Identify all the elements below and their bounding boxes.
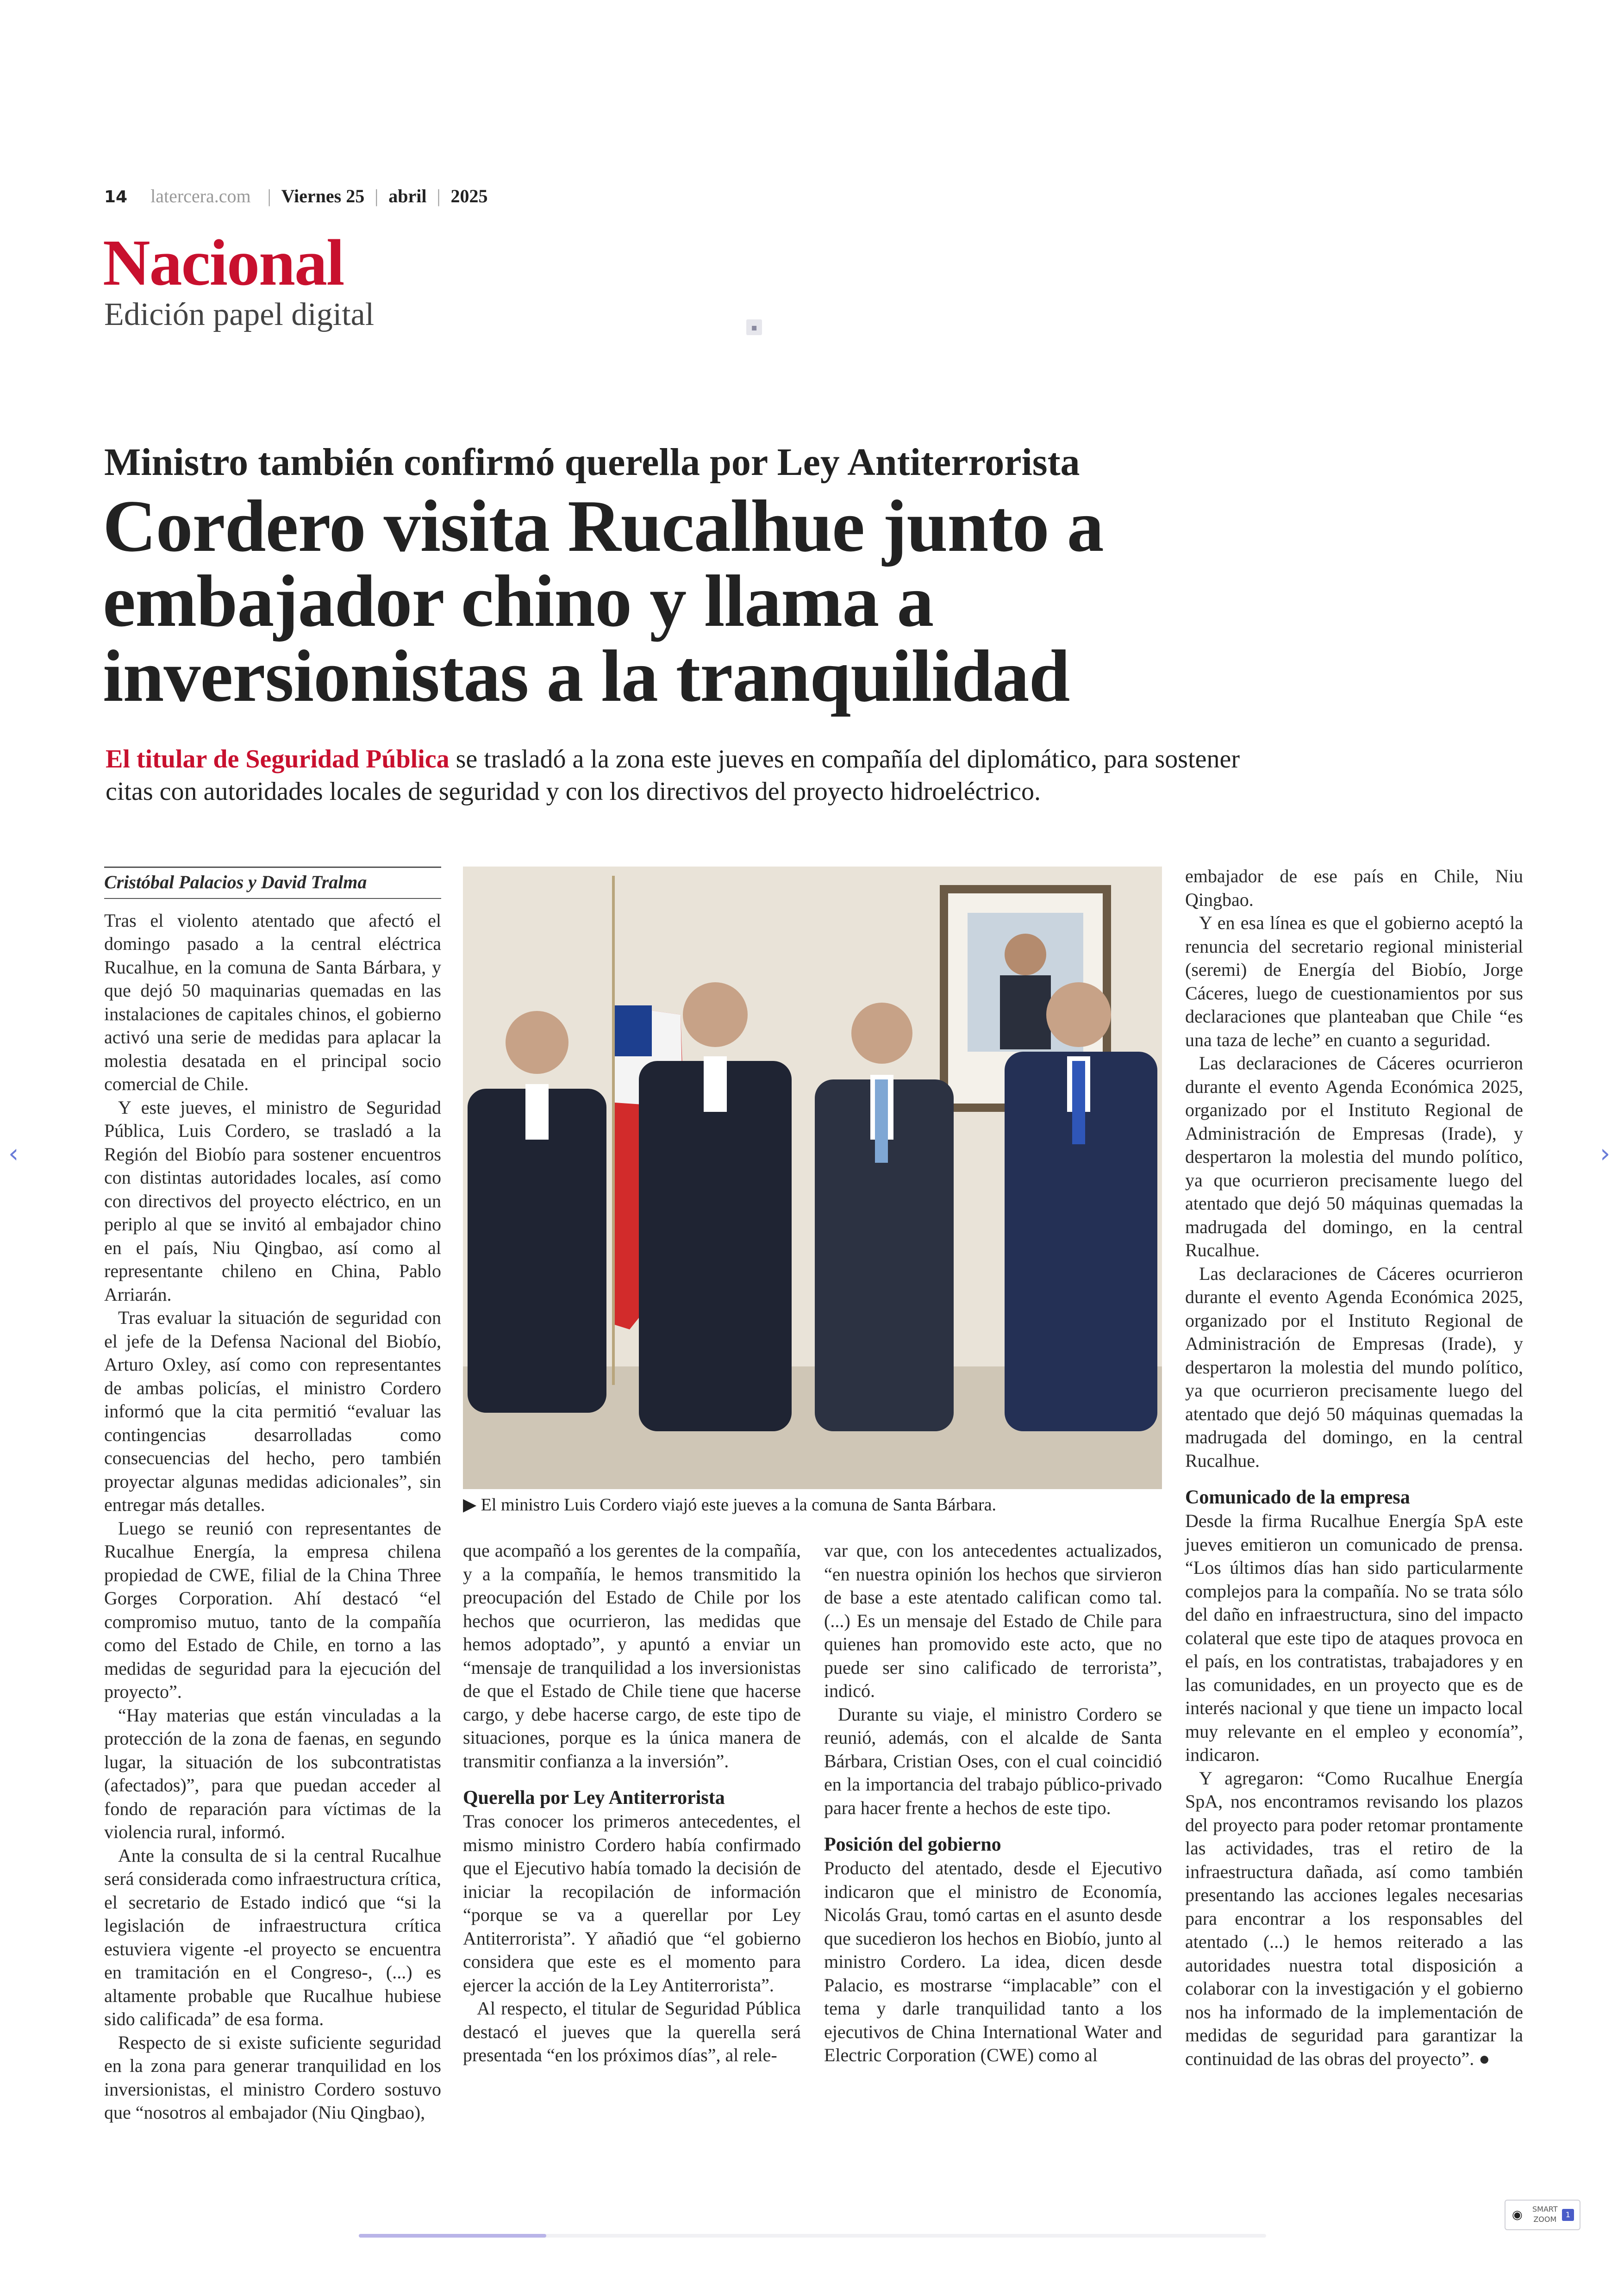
article-standfirst	[106, 743, 1263, 808]
image-placeholder-icon: ▪	[746, 319, 762, 335]
article-headline: Cordero visita Rucalhue junto a embajador chino y llama a inversionistas a la tranquilidad	[103, 485, 1104, 717]
byline: Cristóbal Palacios y David Tralma	[104, 867, 441, 899]
article-column-3	[824, 1539, 1162, 2067]
photo-illustration	[463, 867, 1162, 1489]
paragraph: Y en esa línea es que el gobierno aceptó la renuncia del secretario regional ministerial (seremi) de Energía del Biobío, Jorge Cáceres, luego de cuestionamientos por sus declaraciones que planteaban que Chile “es una taza de leche” en cuanto a seguridad.	[1185, 912, 1523, 1050]
paragraph: Tras el violento atentado que afectó el domingo pasado a la central eléctrica Rucalhue, en la comuna de Santa Bárbara, y que dejó 50 maquinarias quemadas en las instalaciones de capitales chinos, el gobierno activó una serie de medidas para aplacar la molestia desatada en el principal socio comercial de Chile.	[104, 910, 441, 1094]
site-name: latercera.com	[150, 186, 251, 206]
subheading: Querella por Ley Antiterrorista	[463, 1787, 725, 1809]
article-kicker: Ministro también confirmó querella por Ley Antiterrorista	[104, 441, 1080, 484]
header-separator: |	[375, 186, 379, 206]
next-page-button[interactable]	[1600, 1139, 1610, 1169]
smart-zoom-button[interactable]	[1505, 2200, 1580, 2230]
paragraph: Ante la consulta de si la central Rucalhue será considerada como infraestructura crítica, el secretario de Estado indicó que “si la legislación de infraestructura crítica estuviera vigente -el proyecto se encuentra en tramitación en el Congreso-, (...) es altamente probable que Rucalhue hubiese sido calificada” de esa forma.	[104, 1845, 441, 2029]
page-number: 14	[104, 187, 128, 206]
standfirst-lead: El titular de Seguridad Pública	[106, 745, 450, 773]
eye-icon: ◉	[1512, 2208, 1523, 2222]
subheading: Comunicado de la empresa	[1185, 1487, 1410, 1508]
paragraph: var que, con los antecedentes actualizados, “en nuestra opinión los hechos que sirvieron de base a este atentado califican como tal. (...) Es un mensaje del Estado de Chile para quienes han promovido este acto, que no puede ser sino calificado de terrorista”, indicó.	[824, 1540, 1162, 1701]
paragraph: Tras conocer los primeros antecedentes, el mismo ministro Cordero había confirmado que el Ejecutivo había tomado la decisión de iniciar la recopilación de información “porque se va a querellar por Ley Antiterrorista”. Y añadió que “el gobierno considera que este es el momento para ejercer la acción de la Ley Antiterrorista”.	[463, 1811, 801, 1996]
smart-zoom-count: 1	[1562, 2209, 1574, 2221]
chevron-right-icon: ›	[1600, 1139, 1611, 1169]
paragraph: embajador de ese país en Chile, Niu Qingbao.	[1185, 866, 1523, 910]
article-column-1	[104, 867, 441, 2125]
standfirst-text: se trasladó a la zona este jueves en compañía del diplomático, para sostener citas con autoridades locales de seguridad y con los directivos del proyecto hidroeléctrico.	[106, 745, 1240, 806]
smart-zoom-label: SMART ZOOM	[1532, 2205, 1558, 2224]
page-scrollbar-thumb[interactable]	[359, 2234, 546, 2238]
header-separator: |	[267, 186, 271, 206]
header-separator: |	[437, 186, 441, 206]
paragraph: Las declaraciones de Cáceres ocurrieron durante el evento Agenda Económica 2025, organizado por el Instituto Regional de Administración de Empresas (Irade), y despertaron la molestia del mundo político, ya que ocurrieron precisamente luego del atentado que dejó 50 máquinas quemadas la madrugada del domingo, en la central Rucalhue.	[1185, 1263, 1523, 1471]
paragraph: Las declaraciones de Cáceres ocurrieron durante el evento Agenda Económica 2025, organizado por el Instituto Regional de Administración de Empresas (Irade), y despertaron la molestia del mundo político, ya que ocurrieron precisamente luego del atentado que dejó 50 máquinas quemadas la madrugada del domingo, en la central Rucalhue.	[1185, 1053, 1523, 1260]
article-photo	[463, 867, 1162, 1489]
paragraph: Al respecto, el titular de Seguridad Pública destacó el jueves que la querella será presentada “en los próximos días”, al rele-	[463, 1998, 801, 2065]
subheading: Posición del gobierno	[824, 1834, 1001, 1855]
page-header	[104, 185, 488, 207]
previous-page-button[interactable]	[8, 1139, 19, 1169]
paragraph: Tras evaluar la situación de seguridad con el jefe de la Defensa Nacional del Biobío, Arturo Oxley, así como con representantes de ambas policías, el ministro Cordero informó que la cita permitió “evaluar las contingencias desarrolladas como consecuencias del hecho, pero también proyectar algunas medidas adicionales”, sin entregar más detalles.	[104, 1307, 441, 1515]
paragraph: Producto del atentado, desde el Ejecutivo indicaron que el ministro de Economía, Nicolás Grau, tomó cartas en el asunto desde que sucedieron los hechos en Biobío, junto al ministro Cordero. La idea, dicen desde Palacio, es mostrarse “implacable” con el tema y darle tranquilidad tanto a los ejecutivos de China International Water and Electric Corporation (CWE) como al	[824, 1858, 1162, 2065]
header-day: Viernes 25	[281, 186, 365, 206]
paragraph: “Hay materias que están vinculadas a la protección de la zona de faenas, en segundo lugar, la situación de los subcontratistas (afectados)”, para que puedan acceder al fondo de reparación para víctimas de la violencia rural, informó.	[104, 1704, 441, 1842]
paragraph: Durante su viaje, el ministro Cordero se reunió, además, con el alcalde de Santa Bárbara, Cristian Oses, con el cual coincidió en la importancia del trabajo público-privado para hacer frente a hechos de este tipo.	[824, 1703, 1162, 1818]
header-month: abril	[388, 186, 427, 206]
paragraph: que acompañó a los gerentes de la compañía, y a la compañía, le hemos transmitido la preocupación del Estado de Chile por los hechos que ocurrieron, las medidas que hemos adoptado”, y apuntó a enviar un “mensaje de tranquilidad a los inversionistas de que el Estado de Chile tiene que hacerse cargo, y debe hacerse cargo, de este tipo de situaciones, porque es la única manera de transmitir confianza a la inversión”.	[463, 1540, 801, 1771]
article-column-4	[1185, 865, 1523, 2070]
paragraph: Desde la firma Rucalhue Energía SpA este jueves emitieron un comunicado de prensa. “Los últimos días han sido particularmente complejos para la compañía. No se trata sólo del daño en infraestructura, sino del impacto colateral que este tipo de ataques provoca en el país, en los contratistas, trabajadores y en las comunidades, en un proyecto que es de interés nacional y que tiene un impacto local muy relevante en el empleo y economía”, indicaron.	[1185, 1510, 1523, 1765]
photo-caption: ▶ El ministro Luis Cordero viajó este jueves a la comuna de Santa Bárbara.	[463, 1495, 997, 1515]
chevron-left-icon: ‹	[8, 1139, 19, 1169]
paragraph: Y agregaron: “Como Rucalhue Energía SpA, nos encontramos revisando los plazos del proyecto para poder retomar prontamente las actividades, tras el retiro de la infraestructura dañada, así como también presentando las acciones legales necesarias para encontrar a los responsables del atentado (...) le hemos reiterado a las autoridades nuestra total disposición a colaborar con la investigación y el gobierno nos ha informado de la implementación de medidas de seguridad para garantizar la continuidad de las obras del proyecto”. ●	[1185, 1767, 1523, 2069]
section-subtitle: Edición papel digital	[104, 297, 375, 332]
article-column-2	[463, 1539, 801, 2067]
header-year: 2025	[450, 186, 488, 206]
section-title: Nacional	[103, 226, 344, 299]
paragraph: Y este jueves, el ministro de Seguridad Pública, Luis Cordero, se trasladó a la Región del Biobío para sostener encuentros con distintas autoridades locales, así como con directivos del proyecto eléctrico, en un periplo al que se invitó al embajador chino en el país, Niu Qingbao, así como al representante chileno en China, Pablo Arriarán.	[104, 1097, 441, 1305]
paragraph: Luego se reunió con representantes de Rucalhue Energía, la empresa chilena propiedad de CWE, filial de la China Three Gorges Corporation. Ahí destacó “el compromiso mutuo, tanto de la compañía como del Estado de Chile, en torno a las medidas de seguridad para la ejecución del proyecto”.	[104, 1517, 441, 1702]
paragraph: Respecto de si existe suficiente seguridad en la zona para generar tranquilidad en los inversionistas, el ministro Cordero sostuvo que “nosotros al embajador (Niu Qingbao),	[104, 2032, 441, 2123]
